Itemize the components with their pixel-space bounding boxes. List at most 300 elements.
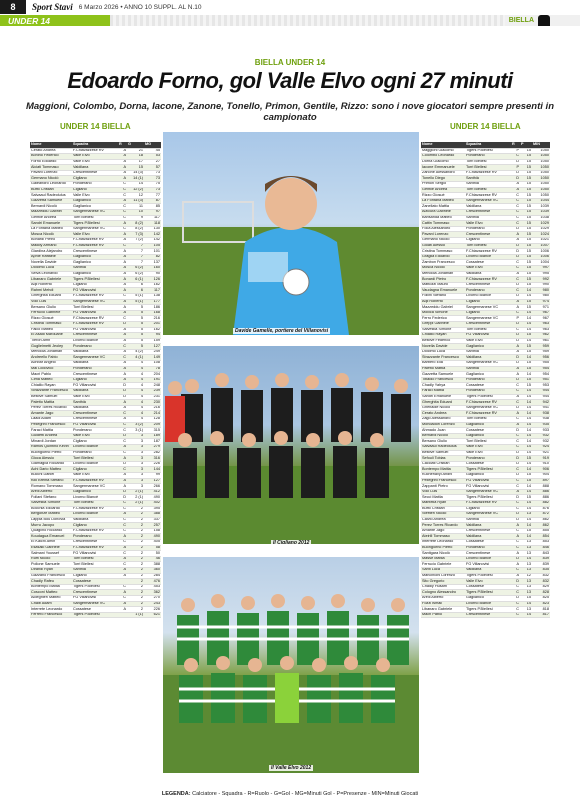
table-cell: El Asadi Marouane (30, 333, 72, 339)
table-cell: D (118, 461, 127, 467)
table-cell: 876 (532, 506, 550, 512)
table-cell: 14 (520, 310, 532, 316)
table-cell: A (118, 377, 127, 383)
table-cell: A (118, 349, 127, 355)
table-cell: 14 (520, 422, 532, 428)
table-cell: 142 (144, 232, 161, 238)
table-cell: D (118, 321, 127, 327)
table-cell: Sangermanese VC (72, 484, 118, 490)
table-cell: Valdilana (72, 389, 118, 395)
table-cell: 15 (520, 254, 532, 260)
section-bar (0, 15, 580, 26)
table-cell: A (511, 238, 520, 244)
table-cell: 57 (144, 165, 161, 171)
table-cell: D (511, 405, 520, 411)
top-bar (0, 0, 580, 14)
table-cell: Tonello Diego (421, 176, 465, 182)
table-cell: 12 (520, 573, 532, 579)
table-cell: Santhià (465, 182, 511, 188)
table-cell: 7 (127, 249, 144, 255)
table-cell: D (118, 383, 127, 389)
table-cell: Cosconi Matteo (30, 590, 72, 596)
table-cell: C (511, 154, 520, 160)
table-cell: Tigers P.Biellesi (465, 148, 511, 154)
table-cell: 5 (127, 305, 144, 311)
table-cell: 1038 (532, 215, 550, 221)
table-cell: 15 (520, 383, 532, 389)
table-cell: 963 (532, 321, 550, 327)
table-cell: Forno Edoardo (30, 159, 72, 165)
table-cell: 15 (127, 165, 144, 171)
table-cell: Arelli Alberto (30, 489, 72, 495)
table-cell: Chadly Yahya (421, 383, 465, 389)
table-cell: Aprile Raffaele (30, 254, 72, 260)
table-cell: Gioca Alessio (30, 456, 72, 462)
table-cell: C (118, 204, 127, 210)
table-cell: 846 (532, 545, 550, 551)
table-cell: D (511, 338, 520, 344)
table-cell: 405 (144, 540, 161, 546)
table-cell: C (511, 584, 520, 590)
table-cell: 1050 (532, 193, 550, 199)
table-cell: 2 (127, 562, 144, 568)
table-cell: 14 (1) (127, 176, 144, 182)
table-cell: Secci Mattia (421, 495, 465, 501)
table-cell: Crescentinese (72, 333, 118, 339)
table-cell: A (118, 176, 127, 182)
column-header: G (127, 142, 144, 148)
table-cell: 158 (144, 528, 161, 534)
table-cell: 15 (520, 277, 532, 283)
table-cell: FG Villanovisi (72, 551, 118, 557)
table-cell: Falco Matteo (30, 327, 72, 333)
table-cell: 971 (532, 305, 550, 311)
team-cigliano-illustration (163, 346, 419, 544)
table-cell: Sangermanese VC (465, 512, 511, 518)
table-cell: Tigers P.Biellesi (72, 612, 118, 618)
table-cell: Santhià (72, 265, 118, 271)
table-cell: Bocchia Edoardo (30, 506, 72, 512)
table-cell: Strazzante Francesco (421, 355, 465, 361)
table-cell: Santigara Nicolò (421, 551, 465, 557)
table-cell: 77 (144, 193, 161, 199)
table-cell: Cossatese (465, 428, 511, 434)
table-cell: C (118, 243, 127, 249)
table-cell: Torri Biellesi (72, 500, 118, 506)
table-cell: C (118, 316, 127, 322)
table-cell: 13 (520, 579, 532, 585)
table-cell: A (118, 277, 127, 283)
column-header: MIN (532, 142, 550, 148)
table-cell: 230 (144, 400, 161, 406)
table-cell: 137 (144, 260, 161, 266)
table-cell: Chadly Husam (421, 584, 465, 590)
table-cell: Laadi Adam (30, 417, 72, 423)
table-cell: Gaglianico (465, 596, 511, 602)
table-cell: 127 (144, 478, 161, 484)
table-cell: 2 (127, 556, 144, 562)
table-cell: 14 (520, 338, 532, 344)
table-cell: 4 (127, 372, 144, 378)
table-cell: C (511, 590, 520, 596)
table-cell: 938 (532, 411, 550, 417)
table-cell: 15 (520, 528, 532, 534)
table-cell: FG Villanovisi (465, 478, 511, 484)
table-cell: 14 (520, 556, 532, 562)
table-cell: Ponderano (72, 366, 118, 372)
table-cell: 15 (520, 148, 532, 154)
table-cell: A (511, 366, 520, 372)
table-cell: Tigers P.Biellesi (465, 467, 511, 473)
table-cell: Salvestia Simone (421, 327, 465, 333)
table-cell: Tigers P.Biellesi (465, 607, 511, 613)
table-cell: 8 (2) (127, 226, 144, 232)
table-cell: 85 (144, 204, 161, 210)
table-cell: 886 (532, 495, 550, 501)
table-cell: Livorno Biancè (72, 444, 118, 450)
table-cell: Alciati Tommaso (30, 165, 72, 171)
table-cell: Ponderano (72, 428, 118, 434)
table-cell: A (118, 305, 127, 311)
table-cell: 11 (127, 204, 144, 210)
table-cell: Cossatese (465, 584, 511, 590)
table-cell: A (511, 551, 520, 557)
table-cell: Sangermanese VC (72, 601, 118, 607)
table-cell: Amante Jago (421, 528, 465, 534)
table-cell: F.Chiavazzese RV (72, 316, 118, 322)
table-cell: 15 (520, 456, 532, 462)
table-cell: 4 (127, 377, 144, 383)
table-cell: 1039 (532, 210, 550, 216)
table-cell: 73 (144, 170, 161, 176)
table-cell: Valle Elvo (465, 444, 511, 450)
table-cell: C (511, 601, 520, 607)
table-cell: 954 (532, 372, 550, 378)
section-left-label: UNDER 14 (0, 15, 110, 26)
table-cell: Valle Elvo (72, 433, 118, 439)
table-cell: Ferrucio Gabriele (30, 310, 72, 316)
table-cell: Valdilana (72, 405, 118, 411)
table-cell: Graglia Edoardo (421, 254, 465, 260)
table-cell: Kucherlavyi Andrii (421, 472, 465, 478)
table-cell: Ferrucio Gabriele (421, 562, 465, 568)
table-cell: 4 (127, 366, 144, 372)
table-cell: A (511, 305, 520, 311)
table-cell: 2 (127, 573, 144, 579)
table-cell: 14 (520, 534, 532, 540)
table-cell: 14 (520, 288, 532, 294)
table-cell: 995 (532, 271, 550, 277)
table-cell: 412 (144, 489, 161, 495)
table-cell: Mai Lodovico (30, 366, 72, 372)
table-cell: Santhià (72, 400, 118, 406)
table-cell: 4 (127, 405, 144, 411)
table-cell: Perez Torres Ricardo (421, 523, 465, 529)
table-cell: A (118, 601, 127, 607)
table-cell: Cossatese (465, 260, 511, 266)
table-cell: F.Chiavazzese RV (72, 293, 118, 299)
table-cell: Cigliano (72, 377, 118, 383)
table-cell: Santhià (72, 568, 118, 574)
table-cell: C (511, 612, 520, 618)
table-cell: Sangermanese VC (465, 489, 511, 495)
table-cell: D (511, 333, 520, 339)
table-cell: Mazzeddu Gabriel (421, 305, 465, 311)
table-cell: 14 (520, 450, 532, 456)
table-cell: 15 (520, 154, 532, 160)
table-cell: Sangermanese VC (465, 316, 511, 322)
table-cell: A (118, 333, 127, 339)
table-cell: Aldeghieri Matteo (30, 596, 72, 602)
table-cell: 73 (144, 176, 161, 182)
table-cell: C (511, 506, 520, 512)
table-cell: Torri Biellesi (72, 556, 118, 562)
table-cell: 2 (127, 596, 144, 602)
table-cell: 956 (532, 355, 550, 361)
table-cell: Alzicura Gabriele (421, 210, 465, 216)
table-cell: 191 (144, 377, 161, 383)
table-cell: Cigliano (72, 176, 118, 182)
table-cell: 231 (144, 394, 161, 400)
table-cell: A (118, 198, 127, 204)
table-cell: 17 (127, 159, 144, 165)
table-cell: 839 (532, 562, 550, 568)
table-cell: Cigliano (72, 467, 118, 473)
table-cell: 854 (532, 534, 550, 540)
table-cell: 168 (144, 310, 161, 316)
table-cell: A (118, 361, 127, 367)
table-cell: Giardina Alejandro (30, 249, 72, 255)
table-cell: Murru Jacopo (30, 523, 72, 529)
table-cell: 15 (520, 495, 532, 501)
table-cell: 5 (127, 316, 144, 322)
table-cell: Buffo Cristian (30, 187, 72, 193)
table-cell: 829 (532, 584, 550, 590)
table-cell: 50 (144, 551, 161, 557)
table-cell: 266 (144, 484, 161, 490)
table-cell: C (118, 467, 127, 473)
table-cell: Mendola Jonathan (421, 271, 465, 277)
table-cell: Colombo Leonardo (421, 154, 465, 160)
table-cell: Zambon Francesco (421, 260, 465, 266)
table-cell: Salvestia Simone (30, 500, 72, 506)
table-cell: Romano Tommaso (30, 484, 72, 490)
table-cell: 992 (532, 277, 550, 283)
table-cell: D (118, 489, 127, 495)
table-cell: Valdilana (465, 204, 511, 210)
table-cell: Foca Alessandro (421, 226, 465, 232)
table-cell: 144 (144, 467, 161, 473)
table-cell: A (511, 394, 520, 400)
table-cell: A (511, 573, 520, 579)
table-cell: 15 (520, 333, 532, 339)
table-cell: 15 (520, 249, 532, 255)
table-cell: Valle Elvo (72, 394, 118, 400)
table-cell: La Fontana Matteo (421, 198, 465, 204)
table-cell: C (118, 344, 127, 350)
table-cell: Voci Luis (30, 299, 72, 305)
table-cell: 186 (144, 305, 161, 311)
table-cell: 7 (127, 254, 144, 260)
table-cell: 15 (520, 271, 532, 277)
table-cell: 13 (520, 551, 532, 557)
table-cell: Sangermanese VC (72, 355, 118, 361)
table-cell: 1050 (532, 159, 550, 165)
table-cell: C (511, 260, 520, 266)
table-cell: 14 (520, 389, 532, 395)
table-cell: C (511, 198, 520, 204)
table-cell: 15 (520, 282, 532, 288)
table-cell: 4 (127, 394, 144, 400)
table-cell: D (511, 512, 520, 518)
table-cell: 128 (144, 417, 161, 423)
table-cell: A (118, 534, 127, 540)
table-cell: C (118, 500, 127, 506)
table-cell: 15 (520, 159, 532, 165)
table-cell: A (118, 154, 127, 160)
table-cell: 4 (127, 411, 144, 417)
table-cell: El Kaichi Amin (30, 540, 72, 546)
table-cell: Livorno Biancè (72, 512, 118, 518)
table-cell: Sandri Emanuele (30, 221, 72, 227)
table-cell: 216 (144, 405, 161, 411)
table-cell: F.Chiavazzese RV (465, 249, 511, 255)
table-cell: A (511, 411, 520, 417)
table-cell: 14 (520, 517, 532, 523)
table-cell: 910 (532, 461, 550, 467)
table-cell: Barisanda Matteo (421, 215, 465, 221)
table-cell: C (118, 584, 127, 590)
table-cell: 1021 (532, 238, 550, 244)
table-cell: C (511, 210, 520, 216)
table-cell: 955 (532, 361, 550, 367)
table-cell: 980 (532, 293, 550, 299)
table-cell: Zanone Alessandro (421, 170, 465, 176)
table-cell: C (511, 444, 520, 450)
table-cell: Salvaaul Radeolulus (421, 444, 465, 450)
table-cell: Gaglianico (72, 198, 118, 204)
table-cell: Salvaaul Radeolulus (30, 193, 72, 199)
photo-team-valle-elvo (163, 557, 419, 773)
table-cell: 282 (144, 450, 161, 456)
table-cell: Cologno Alessandro (421, 590, 465, 596)
table-cell: Masse Mattia (421, 556, 465, 562)
table-cell: 4 (127, 400, 144, 406)
table-cell: 12 (127, 193, 144, 199)
table-cell: Ponderano (72, 182, 118, 188)
table-cell: Valdilana (465, 523, 511, 529)
table-cell: F.Chiavazzese RV (465, 277, 511, 283)
table-cell: A (511, 232, 520, 238)
table-cell: 2 (127, 601, 144, 607)
section-right-label: BIELLA (508, 17, 534, 24)
table-cell: Dolcimo Luca (30, 265, 72, 271)
table-cell: Esasaki Gabriele (30, 545, 72, 551)
table-cell: 15 (520, 305, 532, 311)
table-cell: Faraci Mattia (421, 389, 465, 395)
table-cell: C (118, 355, 127, 361)
table-cell: Sangermanese VC (465, 305, 511, 311)
table-cell: Achi Dario Matteo (30, 467, 72, 473)
table-cell: 1050 (532, 187, 550, 193)
table-cell: Bestive Federico (421, 338, 465, 344)
table-cell: Ponderano (465, 545, 511, 551)
table-cell: Aqii Roberto (30, 282, 72, 288)
table-cell: D (511, 170, 520, 176)
table-cell: Livorno Biancè (72, 461, 118, 467)
table-cell: 101 (144, 249, 161, 255)
table-cell: 6 (1) (127, 277, 144, 283)
table-cell: 249 (144, 349, 161, 355)
table-cell: D (511, 461, 520, 467)
table-cell: A (118, 573, 127, 579)
table-cell: Tigers P.Biellesi (72, 584, 118, 590)
table-cell: Buffo Cristian (421, 506, 465, 512)
column-header: Squadra (72, 142, 118, 148)
table-cell: Valdilana (465, 568, 511, 574)
table-cell: D (511, 226, 520, 232)
table-cell: D (511, 176, 520, 182)
table-cell: 8 (2) (127, 221, 144, 227)
table-cell: 3 (127, 484, 144, 490)
table-cell: Pellegrini Francesco (421, 478, 465, 484)
table-cell: Tigers P.Biellesi (465, 573, 511, 579)
table-cell: Bernardi Nicolò (30, 204, 72, 210)
table-cell: 14 (520, 484, 532, 490)
table-cell: F.Chiavazzese RV (72, 243, 118, 249)
table-cell: 1050 (532, 182, 550, 188)
table-cell: 187 (144, 439, 161, 445)
table-cell: Gioati Alessio (421, 243, 465, 249)
table-cell: 18 (127, 154, 144, 160)
table-cell: Torri Biellesi (72, 305, 118, 311)
table-cell: A (118, 556, 127, 562)
table-cell: Libanaro Gabriele (30, 277, 72, 283)
table-cell: 15 (520, 243, 532, 249)
player-silhouette-icon (538, 15, 550, 26)
table-cell: C (511, 500, 520, 506)
table-cell: FG Villanovisi (72, 327, 118, 333)
table-cell: Crescentinese (465, 612, 511, 618)
table-cell: Maggioni Giacomo (421, 148, 465, 154)
table-cell: Macri Pablo (30, 372, 72, 378)
table-cell: Gaglianico (465, 433, 511, 439)
table-cell: D (511, 293, 520, 299)
table-cell: 7 (127, 243, 144, 249)
table-cell: Guglielmetti Jeoley (30, 344, 72, 350)
table-cell: 980 (532, 288, 550, 294)
table-cell: 15 (520, 193, 532, 199)
table-cell: 961 (532, 338, 550, 344)
table-cell: Torri Biellesi (465, 159, 511, 165)
table-cell: Cattin Tommaso (421, 221, 465, 227)
table-cell: 4 (1) (127, 355, 144, 361)
table-cell: Zanellato Mattia (421, 204, 465, 210)
table-cell: 453 (144, 584, 161, 590)
table-cell: Cigliano (72, 573, 118, 579)
table-cell: Crescentinese (465, 282, 511, 288)
table-cell: C (511, 540, 520, 546)
table-cell: F.Chiavazzese RV (465, 170, 511, 176)
table-cell: 906 (532, 467, 550, 473)
table-cell: Calvio Andrea (421, 517, 465, 523)
table-cell: 14 (520, 612, 532, 618)
table-cell: A (118, 484, 127, 490)
table-cell: A (118, 299, 127, 305)
table-cell: A (118, 568, 127, 574)
table-cell: C (511, 383, 520, 389)
table-cell: 3 (127, 444, 144, 450)
